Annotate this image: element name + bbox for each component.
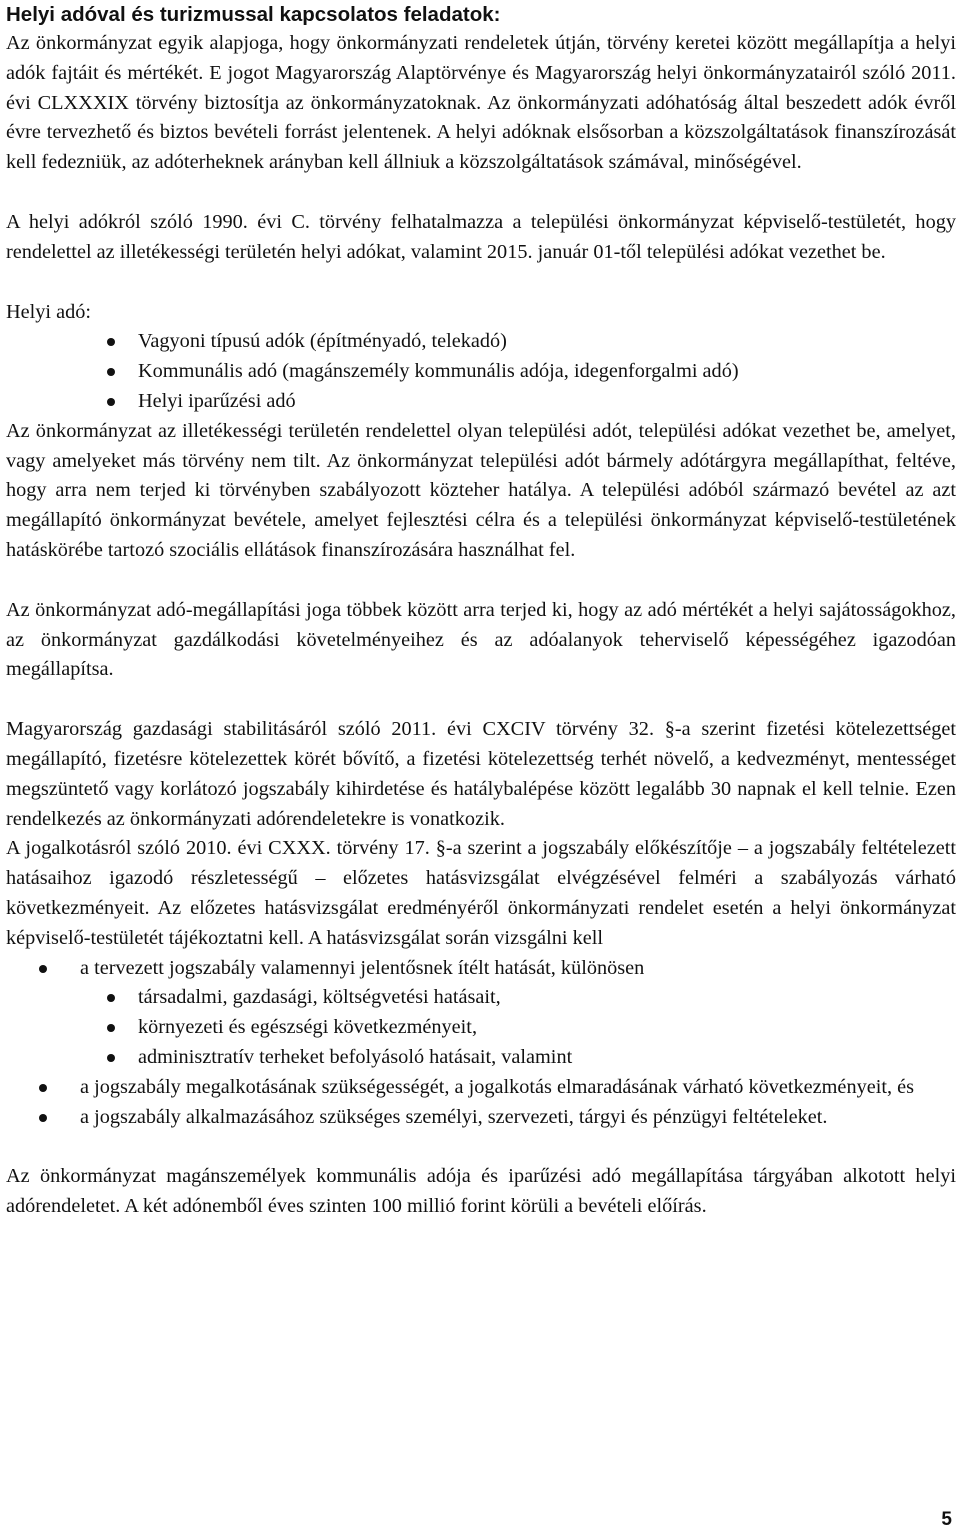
page-number: 5 xyxy=(941,1509,952,1530)
paragraph-settlement-tax: Az önkormányzat az illetékességi területén rendelettel olyan települési adót, települési adókat vezethet be, amelyet, vagy amelyeket más törvény nem tilt. Az önkormányzat települési adót bármely adótárgyra megállapíthat, feltéve, hogy arra nem terjed ki törvényben szabályozott közteher hatálya. A települési adóból származó bevétel az azt megállapító önkormányzat bevétele, amelyet fejlesztési célra és a települési önkormányzat képviselő-testületének hatáskörébe tartozó szociális ellátások finanszírozására használhat fel. xyxy=(6,419,956,561)
paragraph-local-tax-act: A helyi adókról szóló 1990. évi C. törvény felhatalmazza a települési önkormányzat képviselő-testületét, hogy rendelettel az illetékességi területén helyi adókat, valamint 2015. január 01-től települési adókat vezethet be. xyxy=(6,210,956,263)
list-item: a jogszabály alkalmazásához szükséges személyi, szervezeti, tárgyi és pénzügyi feltételeket. xyxy=(6,1103,956,1133)
section-title: Helyi adóval és turizmussal kapcsolatos feladatok: xyxy=(6,3,501,26)
paragraph-tax-setting-right: Az önkormányzat adó-megállapítási joga többek között arra terjed ki, hogy az adó mértékét a helyi sajátosságokhoz, az önkormányzat gazdálkodási követelményeihez és az adóalanyok teherviselő képességéhez igazodóan megállapítsa. xyxy=(6,598,956,681)
impact-assessment-list xyxy=(6,954,956,1133)
tax-types-list xyxy=(6,327,956,416)
list-item xyxy=(6,954,956,1073)
list-item: környezeti és egészségi következményeit, xyxy=(80,1013,956,1043)
list-item: a jogszabály megalkotásának szükségességét, a jogalkotás elmaradásának várható következményeit, és xyxy=(6,1073,956,1103)
list-item-text: a tervezett jogszabály valamennyi jelentősnek ítélt hatását, különösen xyxy=(80,956,645,979)
list-item: társadalmi, gazdasági, költségvetési hatásait, xyxy=(80,983,956,1013)
list-item: Helyi iparűzési adó xyxy=(6,387,956,417)
tax-types-label: Helyi adó: xyxy=(6,300,92,323)
paragraph-legislation-act: A jogalkotásról szóló 2010. évi CXXX. törvény 17. §-a szerint a jogszabály előkészítője – a jogszabály feltételezett hatásaihoz igazodó részletességű – előzetes hatásvizsgálat elvégzésével felméri a szabályozás várható következményeit. Az előzetes hatásvizsgálat eredményéről önkormányzati rendelet esetén a helyi önkormányzat képviselő-testületét tájékoztatni kell. A hatásvizsgálat során vizsgálni kell xyxy=(6,837,956,949)
paragraph-local-tax-rights: Az önkormányzat egyik alapjoga, hogy önkormányzati rendeletek útján, törvény keretei között megállapítja a helyi adók fajtáit és mértékét. E jogot Magyarország Alaptörvénye és Magyarország helyi önkormányzatairól szóló 2011. évi CLXXXIX törvény biztosítja az önkormányzatoknak. Az önkormányzati adóhatóság által beszedett adók évről évre tervezhető és biztos bevételi forrást jelentenek. A helyi adóknak elsősorban a közszolgáltatások finanszírozását kell fedezniük, az adóterheknek arányban kell állniuk a közszolgáltatások számával, minőségével. xyxy=(6,32,956,174)
paragraph-economic-stability-act: Magyarország gazdasági stabilitásáról szóló 2011. évi CXCIV törvény 32. §-a szerint fizetési kötelezettséget megállapító, fizetésre kötelezettek körét bővítő, a fizetési kötelezettség terhét növelő, a kedvezményt, mentességet megszüntető vagy korlátozó jogszabály kihirdetése és hatálybalépése között legalább 30 napnak el kell telnie. Ezen rendelkezés az önkormányzati adórendeletekre is vonatkozik. xyxy=(6,718,956,830)
paragraph-local-tax-decree: Az önkormányzat magánszemélyek kommunális adója és iparűzési adó megállapítása tárgyában alkotott helyi adórendeletet. A két adónemből éves szinten 100 millió forint körüli a bevételi előírás. xyxy=(6,1165,956,1218)
impact-sublist xyxy=(80,983,956,1072)
list-item: Vagyoni típusú adók (építményadó, telekadó) xyxy=(6,327,956,357)
list-item: Kommunális adó (magánszemély kommunális adója, idegenforgalmi adó) xyxy=(6,357,956,387)
document-page xyxy=(6,0,956,1222)
list-item: adminisztratív terheket befolyásoló hatásait, valamint xyxy=(80,1043,956,1073)
